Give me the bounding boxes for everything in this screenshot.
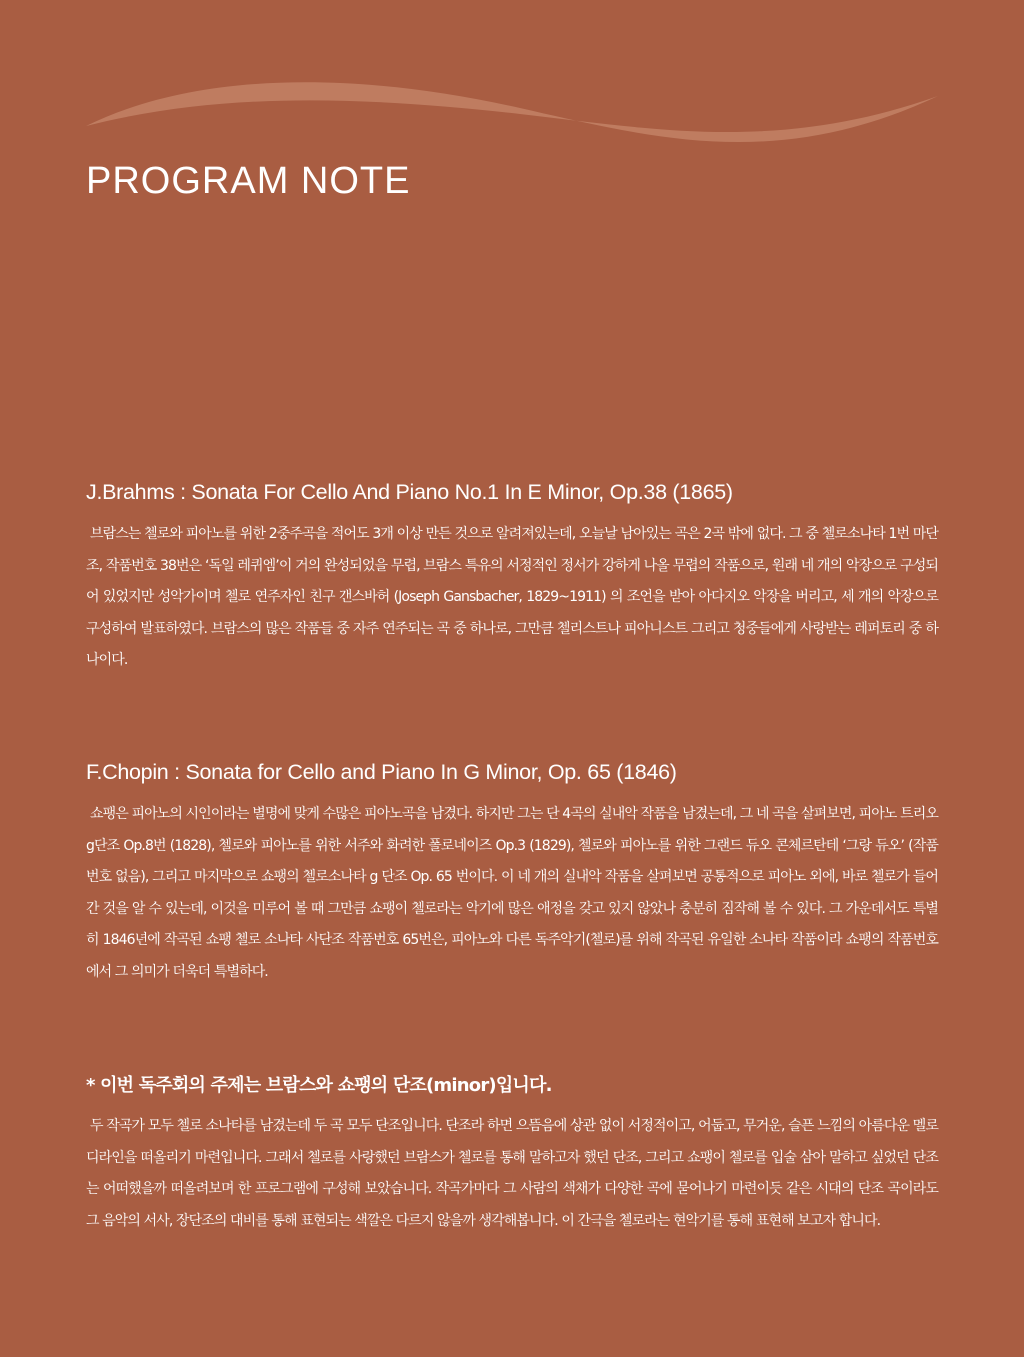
section-body-theme: 두 작곡가 모두 첼로 소나타를 남겼는데 두 곡 모두 단조입니다. 단조라 하면 으뜸음에 상관 없이 서정적이고, 어둡고, 무거운, 슬픈 느낌의 아름다운 멜로디라인을 떠올리기 마련입니다. 그래서 첼로를 사랑했던 브람스가 첼로를 통해 말하고자 했던 단조, 그리고 쇼팽이 첼로를 입술 삼아 말하고 싶었던 단조는 어떠했을까 떠올려보며 한 프로그램에 구성해 보았습니다. 작곡가마다 그 사람의 색채가 다양한 곡에 묻어나기 마련이듯 같은 시대의 단조 곡이라도 그 음악의 서사, 장단조의 대비를 통해 표현되는 색깔은 다르지 않을까 생각해봅니다. 이 간극을 첼로라는 현악기를 통해 표현해 보고자 합니다. — [86, 1118, 938, 1229]
program-note-chopin — [86, 760, 938, 989]
program-note-theme — [86, 1071, 938, 1237]
page-title: PROGRAM NOTE — [86, 160, 411, 202]
section-heading-chopin: F.Chopin : Sonata for Cello and Piano In G Minor, Op. 65 (1846) — [86, 760, 677, 784]
section-body-brahms: 브람스는 첼로와 피아노를 위한 2중주곡을 적어도 3개 이상 만든 것으로 알려져있는데, 오늘날 남아있는 곡은 2곡 밖에 없다. 그 중 첼로소나타 1번 마단조, 작품번호 38번은 ‘독일 레퀴엠’이 거의 완성되었을 무렵, 브람스 특유의 서정적인 정서가 강하게 나올 무렵의 작품으로, 원래 네 개의 악장으로 구성되어 있었지만 성악가이며 첼로 연주자인 친구 갠스바허 (Joseph Gansbacher, 1829~1911) 의 조언을 받아 아다지오 악장을 버리고, 세 개의 악장으로 구성하여 발표하였다. 브람스의 많은 작품들 중 자주 연주되는 곡 중 하나로, 그만큼 첼리스트나 피아니스트 그리고 청중들에게 사랑받는 레퍼토리 중 하나이다. — [86, 526, 938, 669]
wave-stroke — [86, 82, 938, 142]
section-heading-brahms: J.Brahms : Sonata For Cello And Piano No.1 In E Minor, Op.38 (1865) — [86, 480, 733, 504]
section-heading-theme: * 이번 독주회의 주제는 브람스와 쇼팽의 단조(minor)입니다. — [86, 1075, 552, 1096]
program-note-brahms — [86, 480, 938, 677]
section-body-chopin: 쇼팽은 피아노의 시인이라는 별명에 맞게 수많은 피아노곡을 남겼다. 하지만 그는 단 4곡의 실내악 작품을 남겼는데, 그 네 곡을 살펴보면, 피아노 트리오 g단조 Op.8번 (1828), 첼로와 피아노를 위한 서주와 화려한 폴로네이즈 Op.3 (1829), 첼로와 피아노를 위한 그랜드 듀오 콘체르탄테 ‘그랑 듀오’ (작품번호 없음), 그리고 마지막으로 쇼팽의 첼로소나타 g 단조 Op. 65 번이다. 이 네 개의 실내악 작품을 살펴보면 공통적으로 피아노 외에, 바로 첼로가 들어간 것을 알 수 있는데, 이것을 미루어 볼 때 그만큼 쇼팽이 첼로라는 악기에 많은 애정을 갖고 있지 않았나 충분히 짐작해 볼 수 있다. 그 가운데서도 특별히 1846년에 작곡된 쇼팽 첼로 소나타 사단조 작품번호 65번은, 피아노와 다른 독주악기(첼로)를 위해 작곡된 유일한 소나타 작품이라 쇼팽의 작품번호에서 그 의미가 더욱더 특별하다. — [86, 806, 938, 980]
